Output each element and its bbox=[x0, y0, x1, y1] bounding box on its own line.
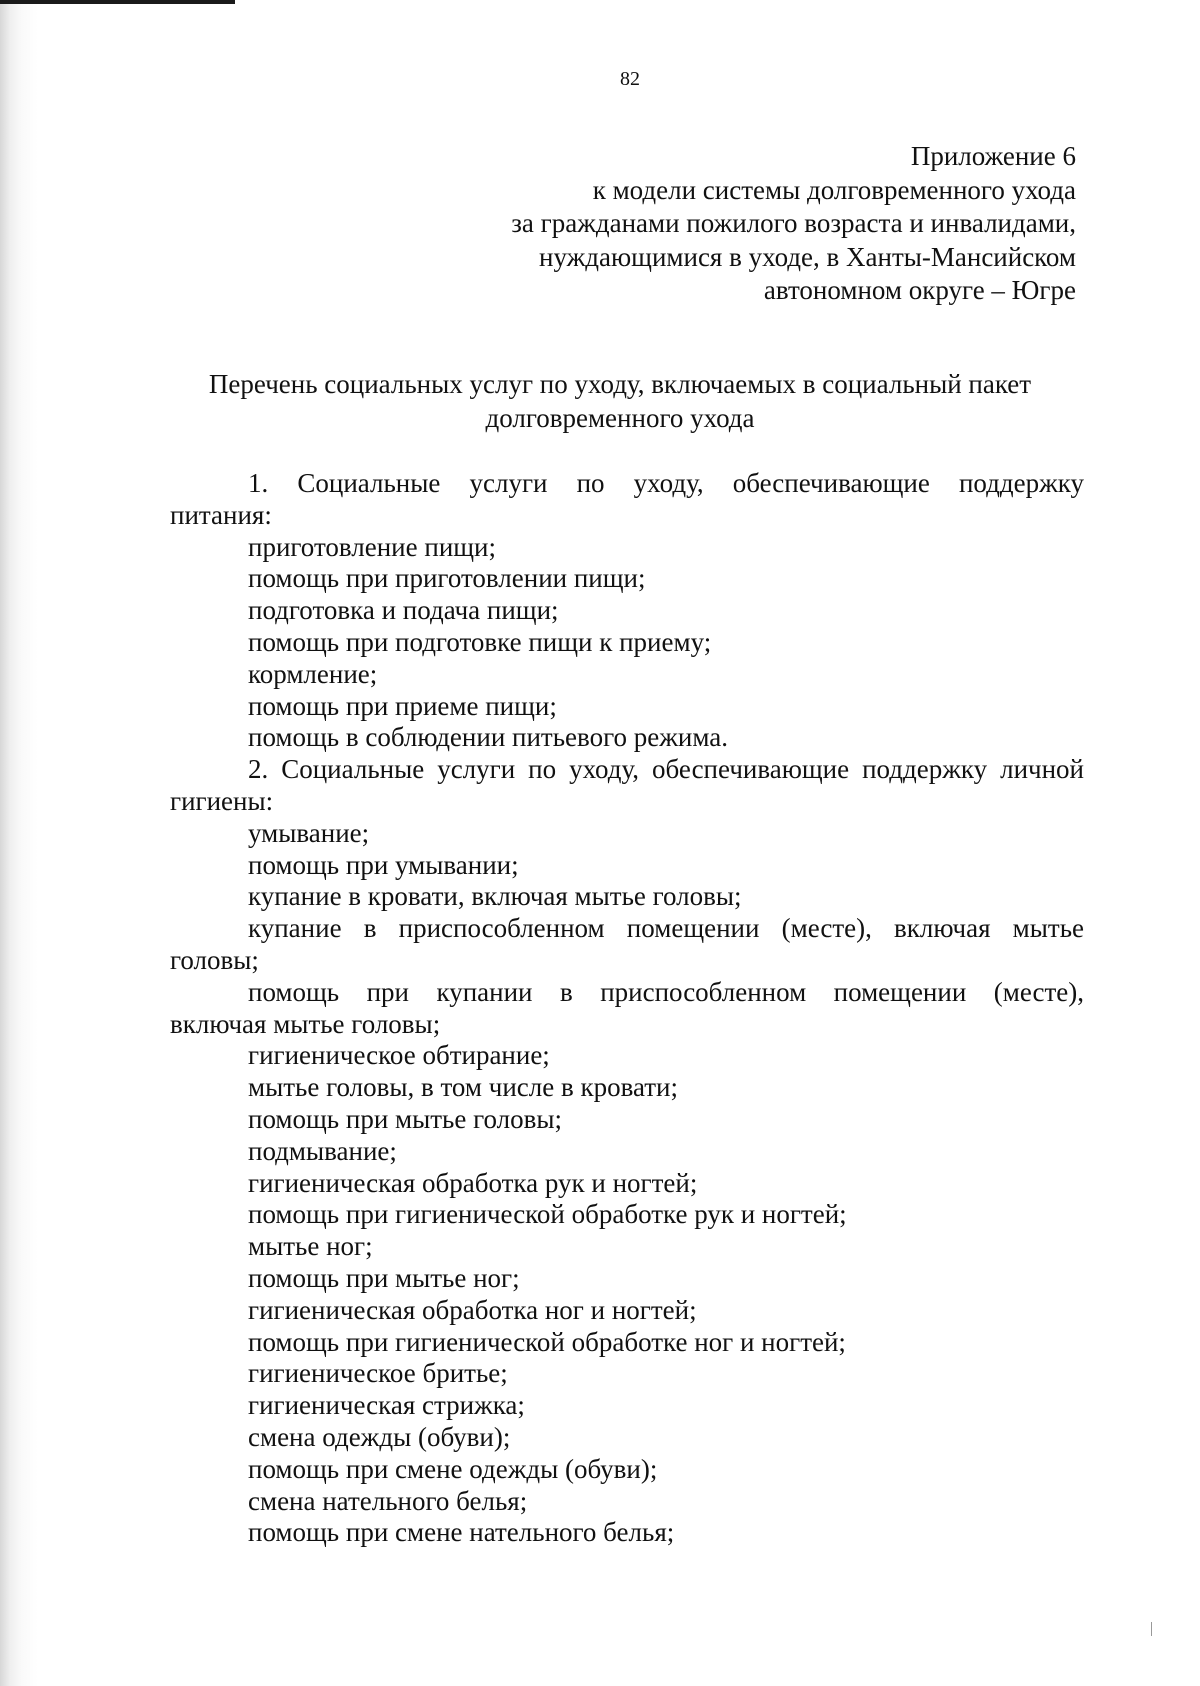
scan-shadow-left bbox=[0, 0, 38, 1686]
section1-heading-continuation: питания: bbox=[170, 499, 272, 530]
list-item: смена нательного белья; bbox=[248, 1485, 528, 1516]
list-item-long: купание в приспособленном помещении (месте), включая мытье bbox=[248, 913, 1084, 944]
list-item: мытье ног; bbox=[248, 1231, 373, 1262]
appendix-header bbox=[440, 140, 1076, 308]
list-item: помощь в соблюдении питьевого режима. bbox=[248, 722, 728, 753]
list-item: гигиеническое обтирание; bbox=[248, 1040, 550, 1071]
document-title bbox=[160, 368, 1080, 435]
list-item: умывание; bbox=[248, 817, 370, 848]
list-item-long: помощь при купании в приспособленном помещении (месте), bbox=[248, 976, 1084, 1007]
list-item: мытье головы, в том числе в кровати; bbox=[248, 1072, 679, 1103]
section1-heading: 1. Социальные услуги по уходу, обеспечивающие поддержку bbox=[248, 468, 1084, 498]
list-item: купание в кровати, включая мытье головы; bbox=[248, 881, 742, 912]
list-item-long-continuation: головы; bbox=[170, 944, 259, 975]
list-item: гигиеническая обработка рук и ногтей; bbox=[248, 1167, 698, 1198]
list-item: помощь при смене нательного белья; bbox=[248, 1517, 675, 1548]
list-item: приготовление пищи; bbox=[248, 531, 497, 562]
title-line: Перечень социальных услуг по уходу, включаемых в социальный пакет bbox=[208, 369, 1032, 399]
section2-heading-continuation: гигиены: bbox=[170, 785, 274, 816]
title-line: долговременного ухода bbox=[485, 402, 755, 433]
list-item: помощь при гигиенической обработке рук и ногтей; bbox=[248, 1199, 847, 1230]
list-item: помощь при гигиенической обработке ног и ногтей; bbox=[248, 1326, 846, 1357]
list-item: смена одежды (обуви); bbox=[248, 1421, 511, 1452]
section2-heading: 2. Социальные услуги по уходу, обеспечивающие поддержку личной bbox=[248, 754, 1084, 785]
list-item: помощь при мытье головы; bbox=[248, 1103, 563, 1134]
appendix-line: за гражданами пожилого возраста и инвалидами, bbox=[511, 208, 1076, 238]
list-item: помощь при приеме пищи; bbox=[248, 690, 557, 721]
list-item-long-continuation: включая мытье головы; bbox=[170, 1008, 441, 1039]
appendix-line: автономном округе – Югре bbox=[763, 275, 1076, 305]
document-body bbox=[170, 468, 1084, 1549]
list-item: помощь при мытье ног; bbox=[248, 1262, 520, 1293]
list-item: кормление; bbox=[248, 658, 378, 689]
list-item: гигиеническая обработка ног и ногтей; bbox=[248, 1294, 697, 1325]
appendix-line: Приложение 6 bbox=[910, 141, 1076, 171]
scan-speck bbox=[1151, 1622, 1152, 1636]
appendix-line: нуждающимися в уходе, в Ханты-Мансийском bbox=[539, 241, 1076, 272]
list-item: помощь при смене одежды (обуви); bbox=[248, 1453, 658, 1484]
list-item: подмывание; bbox=[248, 1135, 397, 1166]
page-number: 82 bbox=[620, 68, 640, 90]
list-item: гигиеническое бритье; bbox=[248, 1358, 508, 1389]
scan-edge-top bbox=[0, 0, 235, 4]
list-item: помощь при умывании; bbox=[248, 849, 519, 880]
list-item: подготовка и подача пищи; bbox=[248, 595, 559, 626]
list-item: помощь при приготовлении пищи; bbox=[248, 563, 646, 594]
list-item: гигиеническая стрижка; bbox=[248, 1390, 525, 1421]
list-item: помощь при подготовке пищи к приему; bbox=[248, 626, 712, 657]
appendix-line: к модели системы долговременного ухода bbox=[592, 174, 1076, 205]
